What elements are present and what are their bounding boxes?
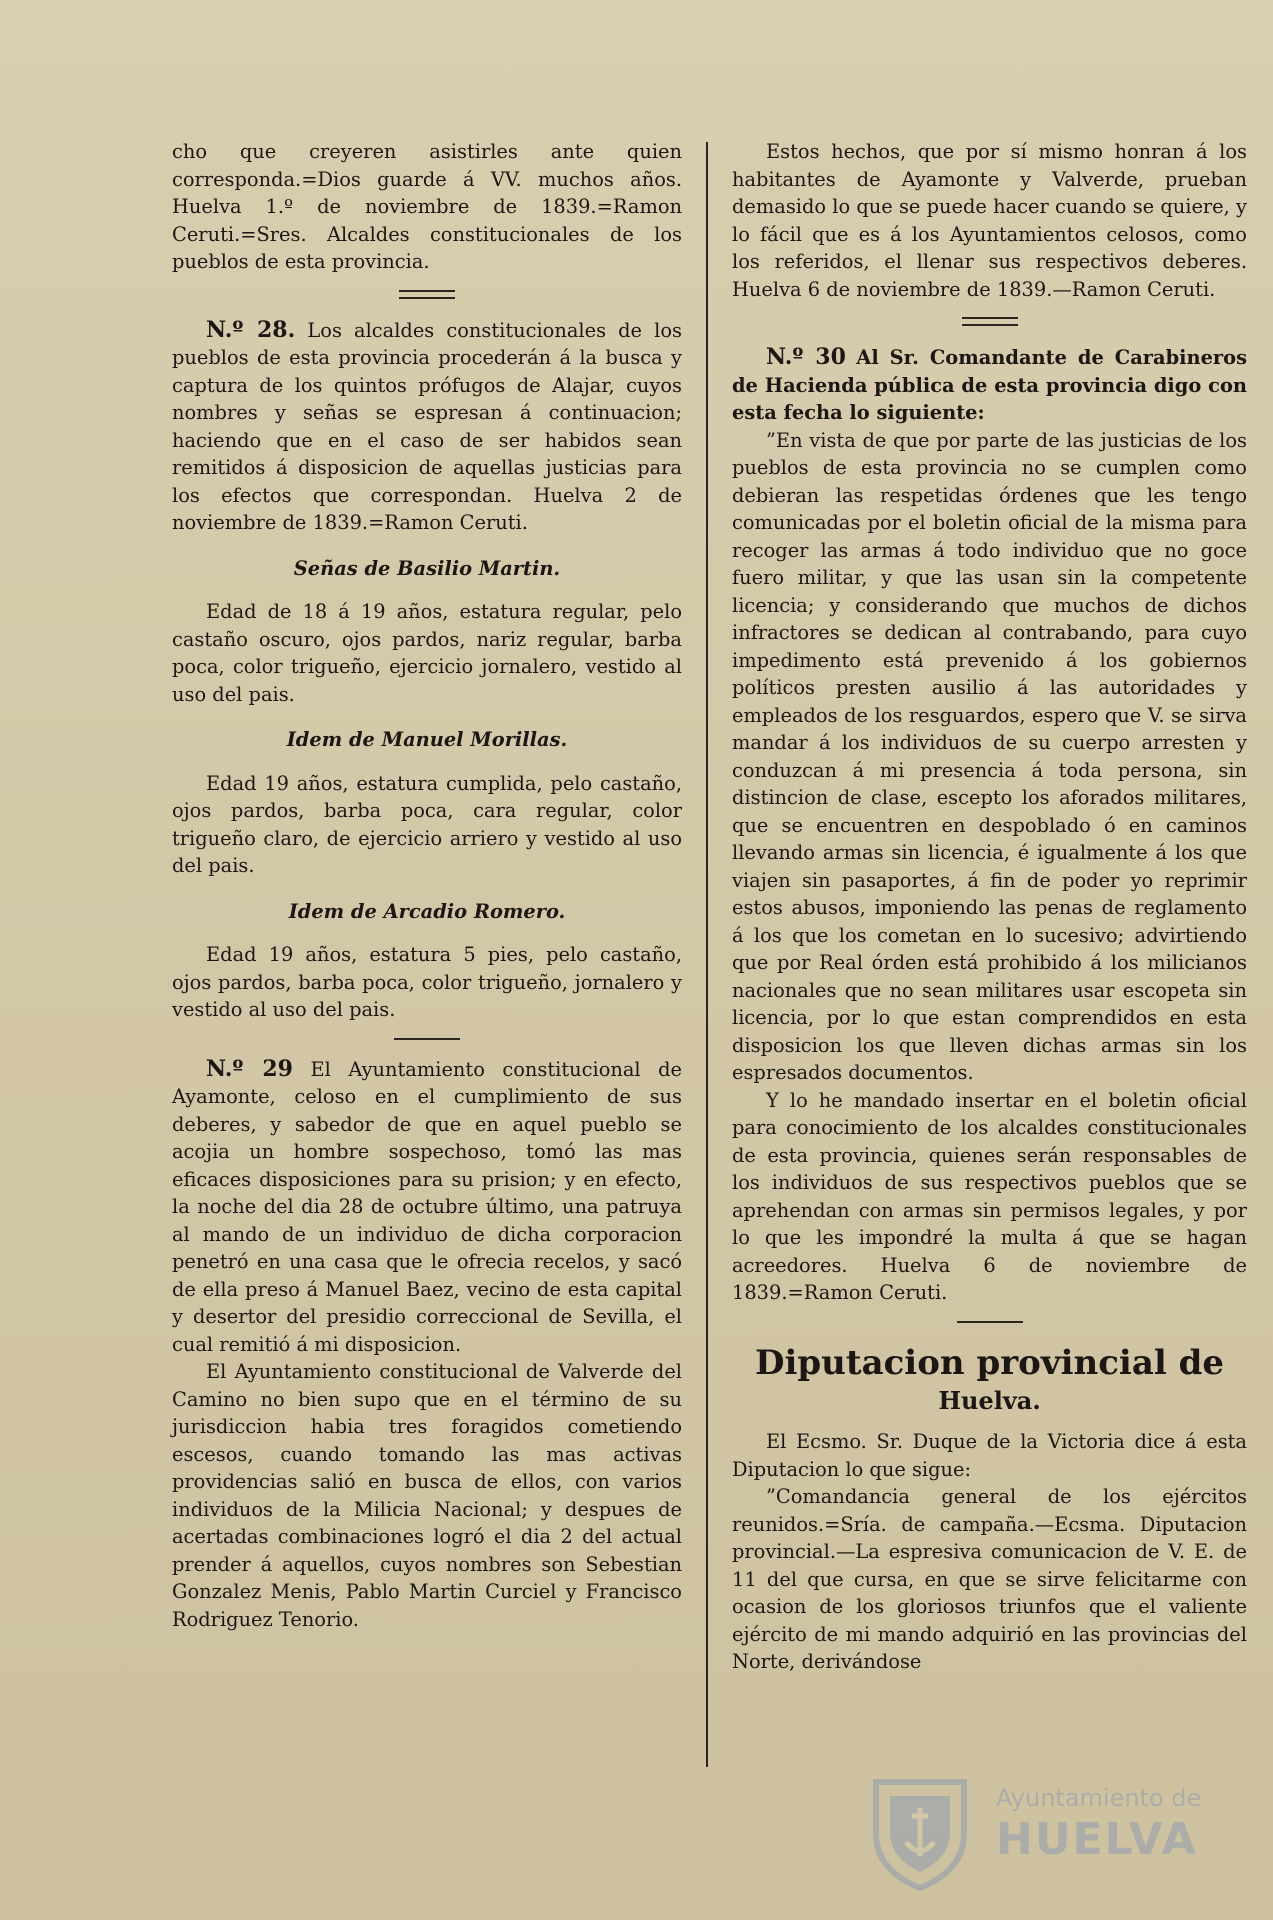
section-heading-sub: Huelva. xyxy=(938,1385,1041,1415)
diputacion-intro: El Ecsmo. Sr. Duque de la Victoria dice á esta Diputacion lo que sigue: xyxy=(732,1430,1247,1481)
watermark xyxy=(868,1772,1208,1892)
watermark-line1: Ayuntamiento de xyxy=(996,1784,1202,1812)
subhead-arcadio: Idem de Arcadio Romero. xyxy=(288,899,566,923)
notice-28-text: Los alcaldes constitucionales de los pueblos de esta provincia procederán á la busca y captura de los quintos prófugos de Alajar, cuyos nombres y señas se espresan á continuacion; haciendo que en el caso de ser habidos sean remitidos á disposicion de aquellas justicias para los efectos que correspondan. Huelva 2 de noviembre de 1839.=Ramon Ceruti. xyxy=(172,318,682,534)
right-column xyxy=(732,138,1247,1676)
notice-29-text: El Ayuntamiento constitucional de Ayamonte, celoso en el cumplimiento de sus deberes, y sabedor de que en aquel pueblo se acojia un hombre sospechoso, tomó las mas eficaces disposiciones para su prision; y en efecto, la noche del dia 28 de octubre último, una patruya al mando de un individuo de dicha corporacion penetró en una casa que le ofrecia recelos, y sacó de ella preso á Manuel Baez, vecino de esta capital y desertor del presidio correccional de Sevilla, el cual remitió á mi disposicion. xyxy=(172,1057,683,1356)
notice-29 xyxy=(172,1056,682,1359)
watermark-line2: HUELVA xyxy=(996,1814,1198,1865)
description-basilio: Edad de 18 á 19 años, estatura regular, pelo castaño oscuro, ojos pardos, nariz regular, barba poca, color trigueño, ejercicio jornalero, vestido al uso del pais. xyxy=(172,600,682,706)
subhead-manuel: Idem de Manuel Morillas. xyxy=(286,728,568,751)
section-heading: Diputacion provincial de xyxy=(754,1342,1225,1383)
notice-29-number: N.º 29 xyxy=(206,1055,293,1082)
separator xyxy=(962,317,1018,326)
separator xyxy=(399,290,455,299)
subhead-basilio: Señas de Basilio Martin. xyxy=(293,556,561,580)
notice-30-quote: ”En vista de que por parte de las justicias de los pueblos de esta provincia no se cumplen como debieran las respetidas órdenes que les tengo comunicadas por el boletin oficial de la misma para recoger las armas á todo individuo que no goce fuero militar, y que las usan sin la competente licencia; y considerando que muchos de dichos infractores se dedican al contrabando, para cuyo impedimento está prevenido á los gobiernos políticos presten ausilio á las autoridades y empleados de los resguardos, espero que V. se sirva mandar á los individuos de su cuerpo arresten y conduzcan á mi presencia á toda persona, sin distincion de clase, escepto los aforados militares, que se encuentren en despoblado ó en caminos llevando armas sin licencia, é igualmente á los que viajen sin pasaportes, á fin de poder yo reprimir estos abusos, imponiendo las penas de reglamento á los que los cometan en lo sucesivo; advirtiendo que por Real órden está prohibido á los milicianos nacionales que no sean militares usar escopeta sin licencia, por lo que estan comprendidos en esta disposicion los que lleven dichas armas sin los espresados documentos. xyxy=(732,428,1247,1084)
diputacion-letter: ”Comandancia general de los ejércitos reunidos.=Sría. de campaña.—Ecsma. Diputacion provincial.—La espresiva comunicacion de V. E. de 11 del que cursa, en que se sirve felicitarme con ocasion de los gloriosos triunfos que el valiente ejército de mi mando adquirió en las provincias del Norte, derivándose xyxy=(732,1485,1247,1673)
valverde-paragraph: El Ayuntamiento constitucional de Valverde del Camino no bien supo que en el término de su jurisdiccion habia tres foragidos cometiendo escesos, cuando tomando las mas activas providencias salió en busca de ellos, con varios individuos de la Milicia Nacional; y despues de acertadas combinaciones logró el dia 2 del actual prender á aquellos, cuyos nombres son Sebestian Gonzalez Menis, Pablo Martin Curciel y Francisco Rodriguez Tenorio. xyxy=(172,1360,682,1631)
closing-paragraph: Estos hechos, que por sí mismo honran á los habitantes de Ayamonte y Valverde, prueban demasido lo que se puede hacer cuando se quiere, y lo fácil que es á los Ayuntamientos celosos, como los referidos, el llenar sus respectivos deberes. Huelva 6 de noviembre de 1839.—Ramon Ceruti. xyxy=(732,140,1247,301)
notice-30 xyxy=(732,344,1247,427)
notice-30-intro: Al Sr. Comandante de Carabineros de Hacienda pública de esta provincia digo con esta fecha lo siguiente: xyxy=(732,346,1247,424)
separator xyxy=(957,1321,1023,1323)
notice-30-close: Y lo he mandado insertar en el boletin oficial para conocimiento de los alcaldes constitucionales de esta provincia, quienes serán responsables de los individuos de sus respectivos pueblos que se aprehendan con armas sin permisos legales, y por lo que les impondré la multa á que se hagan acreedores. Huelva 6 de noviembre de 1839.=Ramon Ceruti. xyxy=(732,1088,1247,1304)
notice-28 xyxy=(172,317,682,537)
description-manuel: Edad 19 años, estatura cumplida, pelo castaño, ojos pardos, barba poca, cara regular, color trigueño claro, de ejercicio arriero y vestido al uso del pais. xyxy=(172,771,682,877)
notice-28-number: N.º 28. xyxy=(206,316,296,343)
description-arcadio: Edad 19 años, estatura 5 pies, pelo castaño, ojos pardos, barba poca, color trigueño, jornalero y vestido al uso del pais. xyxy=(172,943,682,1021)
separator xyxy=(394,1038,460,1040)
notice-30-number: N.º 30 xyxy=(766,344,846,370)
column-divider xyxy=(706,142,708,1767)
left-column xyxy=(172,138,682,1633)
city-shield-icon xyxy=(868,1772,972,1892)
closing-paragraph: cho que creyeren asistirles ante quien corresponda.=Dios guarde á VV. muchos años. Huelva 1.º de noviembre de 1839.=Ramon Ceruti.=Sres. Alcaldes constitucionales de los pueblos de esta provincia. xyxy=(172,140,682,273)
